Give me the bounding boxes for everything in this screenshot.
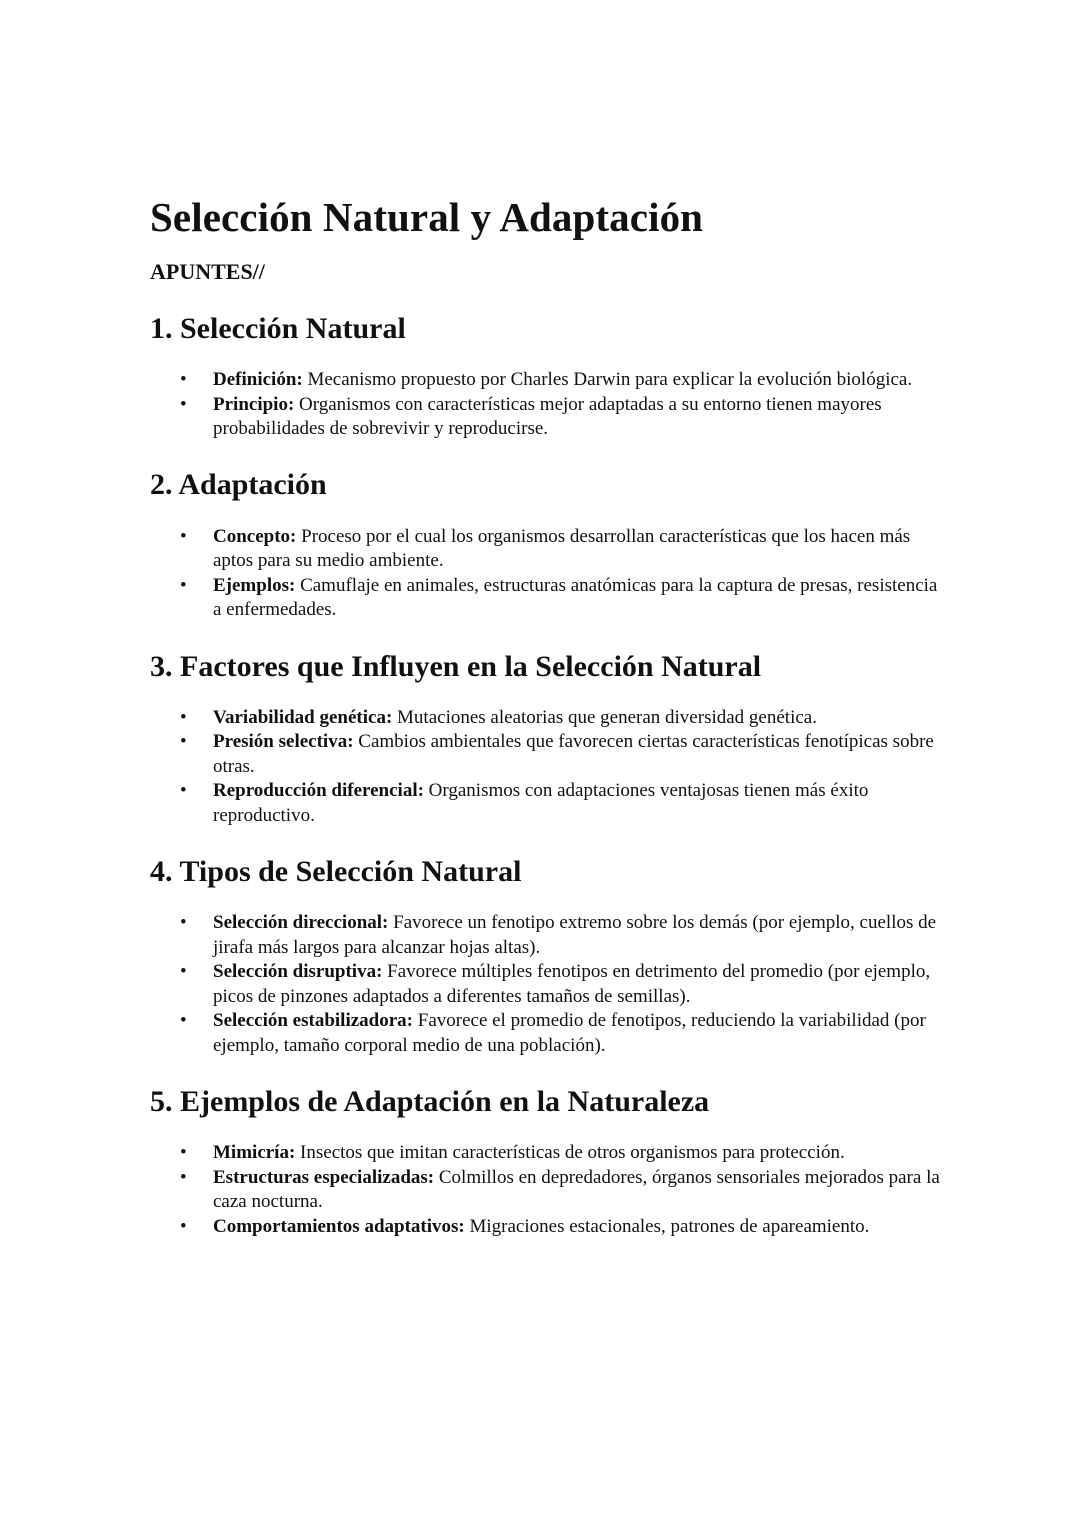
item-term: Principio: xyxy=(213,393,295,415)
list-item xyxy=(150,706,940,731)
item-text: Favorece múltiples fenotipos en detrimento del promedio (por ejemplo, picos de pinzones adaptados a diferentes tamaños de semillas). xyxy=(213,961,931,1007)
section-tipos xyxy=(150,853,940,1058)
bullet-list xyxy=(150,368,940,442)
bullet-icon: • xyxy=(180,1010,187,1031)
item-text: Organismos con adaptaciones ventajosas tienen más éxito reproductivo. xyxy=(213,780,869,826)
item-term: Selección direccional: xyxy=(213,912,389,933)
bullet-icon: • xyxy=(180,1142,187,1163)
item-text: Favorece un fenotipo extremo sobre los demás (por ejemplo, cuellos de jirafa más largos para alcanzar hojas altas). xyxy=(213,912,937,958)
list-item xyxy=(150,911,940,960)
document-page xyxy=(150,190,940,1239)
list-item xyxy=(150,1141,940,1166)
item-term: Variabilidad genética: xyxy=(213,706,393,728)
section-heading: 3. Factores que Influyen en la Selección Natural xyxy=(150,649,762,683)
item-term: Selección estabilizadora: xyxy=(213,1010,413,1031)
item-text: Colmillos en depredadores, órganos sensoriales mejorados para la caza nocturna. xyxy=(213,1166,940,1212)
section-heading: 1. Selección Natural xyxy=(150,312,406,345)
section-heading: 2. Adaptación xyxy=(150,467,327,501)
item-text: Organismos con características mejor adaptadas a su entorno tienen mayores probabilidades de sobrevivir y reproducirse. xyxy=(213,393,882,439)
item-term: Reproducción diferencial: xyxy=(213,780,424,801)
item-term: Concepto: xyxy=(213,525,297,547)
bullet-icon: • xyxy=(180,706,187,728)
bullet-icon: • xyxy=(180,393,187,415)
bullet-icon: • xyxy=(180,731,187,752)
list-item xyxy=(150,574,940,623)
document-title: Selección Natural y Adaptación xyxy=(150,194,704,240)
section-factores xyxy=(150,648,940,829)
bullet-icon: • xyxy=(180,961,187,982)
list-item xyxy=(150,368,940,393)
item-text: Insectos que imitan características de otros organismos para protección. xyxy=(295,1142,845,1163)
item-term: Ejemplos: xyxy=(213,574,296,596)
bullet-list xyxy=(150,525,940,623)
bullet-icon: • xyxy=(180,574,187,596)
item-text: Favorece el promedio de fenotipos, reduciendo la variabilidad (por ejemplo, tamaño corporal medio de una población). xyxy=(213,1010,926,1056)
bullet-icon: • xyxy=(180,369,187,390)
bullet-icon: • xyxy=(180,525,187,547)
document-subtitle: APUNTES// xyxy=(150,259,265,284)
list-item xyxy=(150,730,940,779)
section-heading: 4. Tipos de Selección Natural xyxy=(150,855,522,888)
item-term: Presión selectiva: xyxy=(213,731,354,752)
item-term: Estructuras especializadas: xyxy=(213,1166,435,1188)
list-item xyxy=(150,960,940,1009)
section-adaptacion xyxy=(150,466,940,623)
section-seleccion-natural xyxy=(150,310,940,442)
item-text: Proceso por el cual los organismos desarrollan características que los hacen más aptos para su medio ambiente. xyxy=(213,525,911,571)
list-item xyxy=(150,1009,940,1058)
list-item xyxy=(150,1166,940,1215)
bullet-list xyxy=(150,911,940,1058)
item-text: Mecanismo propuesto por Charles Darwin para explicar la evolución biológica. xyxy=(302,369,913,390)
list-item xyxy=(150,1215,940,1240)
item-term: Definición: xyxy=(213,369,303,390)
list-item xyxy=(150,393,940,442)
item-text: Migraciones estacionales, patrones de apareamiento. xyxy=(464,1215,870,1237)
item-text: Camuflaje en animales, estructuras anatómicas para la captura de presas, resistencia a enfermedades. xyxy=(213,574,938,620)
item-text: Mutaciones aleatorias que generan diversidad genética. xyxy=(392,706,817,728)
list-item xyxy=(150,779,940,828)
section-ejemplos xyxy=(150,1083,940,1239)
item-term: Comportamientos adaptativos: xyxy=(213,1215,465,1237)
bullet-list xyxy=(150,706,940,829)
section-heading: 5. Ejemplos de Adaptación en la Naturaleza xyxy=(150,1085,710,1118)
bullet-list xyxy=(150,1141,940,1239)
item-term: Selección disruptiva: xyxy=(213,961,383,982)
item-text: Cambios ambientales que favorecen ciertas características fenotípicas sobre otras. xyxy=(213,731,934,777)
bullet-icon: • xyxy=(180,912,187,933)
bullet-icon: • xyxy=(180,1166,187,1188)
item-term: Mimicría: xyxy=(213,1142,296,1163)
bullet-icon: • xyxy=(180,780,187,801)
list-item xyxy=(150,525,940,574)
bullet-icon: • xyxy=(180,1215,187,1237)
